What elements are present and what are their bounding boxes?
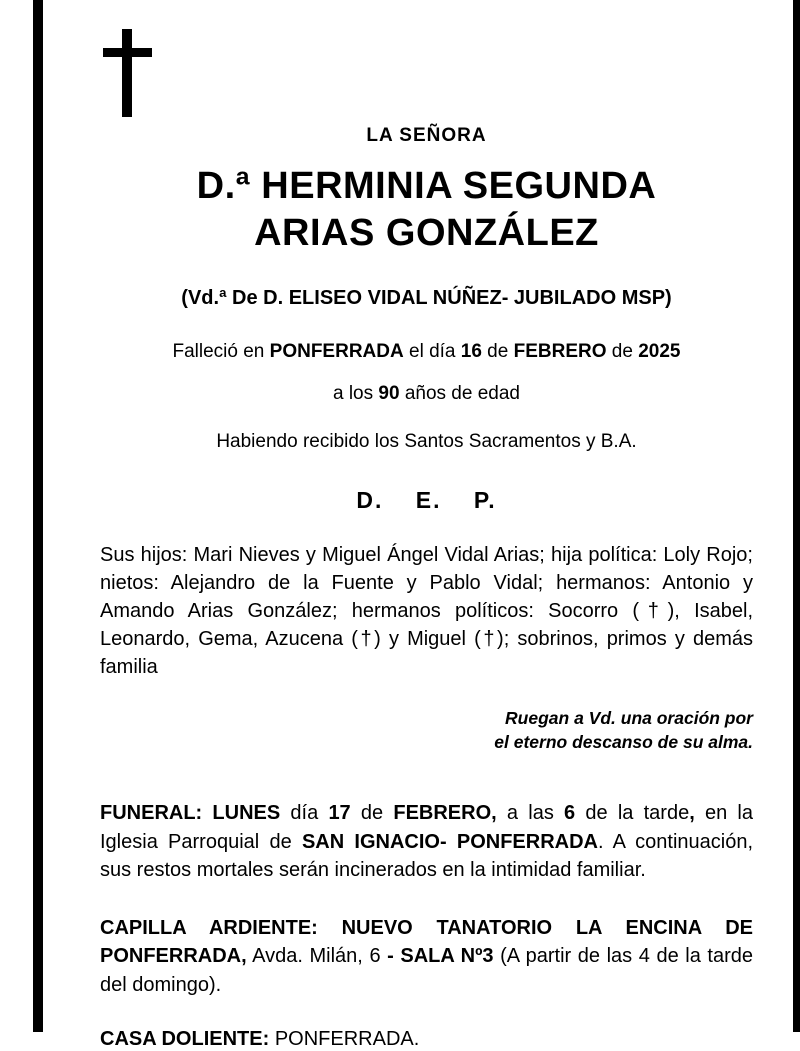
wake-paragraph <box>100 914 753 1000</box>
wake-schedule: (A partir de las 4 de la tarde del domingo). <box>100 945 753 996</box>
death-line-text: de <box>481 341 514 362</box>
funeral-paragraph <box>100 799 753 885</box>
death-place: PONFERRADA <box>269 341 404 362</box>
funeral-label: FUNERAL: LUNES <box>100 802 281 824</box>
funeral-hour: 6 <box>564 802 576 824</box>
obituary-content <box>100 0 753 1051</box>
family-paragraph: Sus hijos: Mari Nieves y Miguel Ángel Vidal Arias; hija política: Loly Rojo; nietos: Alejandro de la Fuente y Pablo Vidal; hermanos: Antonio y Amando Arias González; hermanos políticos: Socorro (†), Isabel, Leonardo, Gema, Azucena (†) y Miguel (†); sobrinos, primos y demás familia <box>100 544 753 678</box>
age-line-text: a los <box>332 383 379 404</box>
funeral-day: 17 <box>328 802 351 824</box>
death-line-text: de <box>606 341 639 362</box>
mourning-home-value: PONFERRADA. <box>269 1028 420 1050</box>
age-line <box>100 383 753 405</box>
right-mourning-border <box>793 0 800 1032</box>
age-value: 90 <box>378 383 400 404</box>
mourning-home-label: CASA DOLIENTE: <box>100 1028 270 1050</box>
funeral-text-bold: , <box>689 802 695 824</box>
left-mourning-border <box>33 0 43 1032</box>
funeral-text: de <box>350 802 394 824</box>
wake-room: - SALA Nº3 <box>387 945 494 967</box>
funeral-text: a las <box>496 802 565 824</box>
deceased-name <box>100 163 753 257</box>
sacraments-line: Habiendo recibido los Santos Sacramentos y B.A. <box>216 431 637 452</box>
funeral-month: FEBRERO, <box>393 802 497 824</box>
mourning-home-line <box>100 1028 753 1051</box>
death-line-text: el día <box>403 341 461 362</box>
dep-abbreviation: D. E. P. <box>356 487 497 513</box>
funeral-text: . A continuación, sus restos mortales serán incinerados en la intimidad familiar. <box>100 830 754 881</box>
funeral-text: en la Iglesia Parroquial de <box>100 802 754 853</box>
wake-address: Avda. Milán, 6 <box>246 945 388 967</box>
death-month: FEBRERO <box>513 341 607 362</box>
prayer-request <box>100 706 753 754</box>
prayer-line2: el eterno descanso de su alma. <box>494 732 753 752</box>
funeral-text: día <box>280 802 329 824</box>
wake-venue: CAPILLA ARDIENTE: NUEVO TANATORIO LA ENCINA DE PONFERRADA, <box>100 916 753 967</box>
honorific-title: LA SEÑORA <box>366 125 487 146</box>
funeral-text: de la tarde <box>575 802 690 824</box>
deceased-name-line1: D.ª HERMINIA SEGUNDA <box>196 165 657 207</box>
deceased-name-line2: ARIAS GONZÁLEZ <box>254 212 599 254</box>
prayer-line1: Ruegan a Vd. una oración por <box>505 708 753 728</box>
funeral-church: SAN IGNACIO- PONFERRADA <box>301 830 598 853</box>
death-year: 2025 <box>638 341 681 362</box>
death-date-line <box>100 341 753 363</box>
death-day: 16 <box>460 341 482 362</box>
death-line-text: Falleció en <box>172 341 270 362</box>
widow-of-line: (Vd.ª De D. ELISEO VIDAL NÚÑEZ- JUBILADO MSP) <box>181 287 672 309</box>
age-line-text: años de edad <box>399 383 520 404</box>
